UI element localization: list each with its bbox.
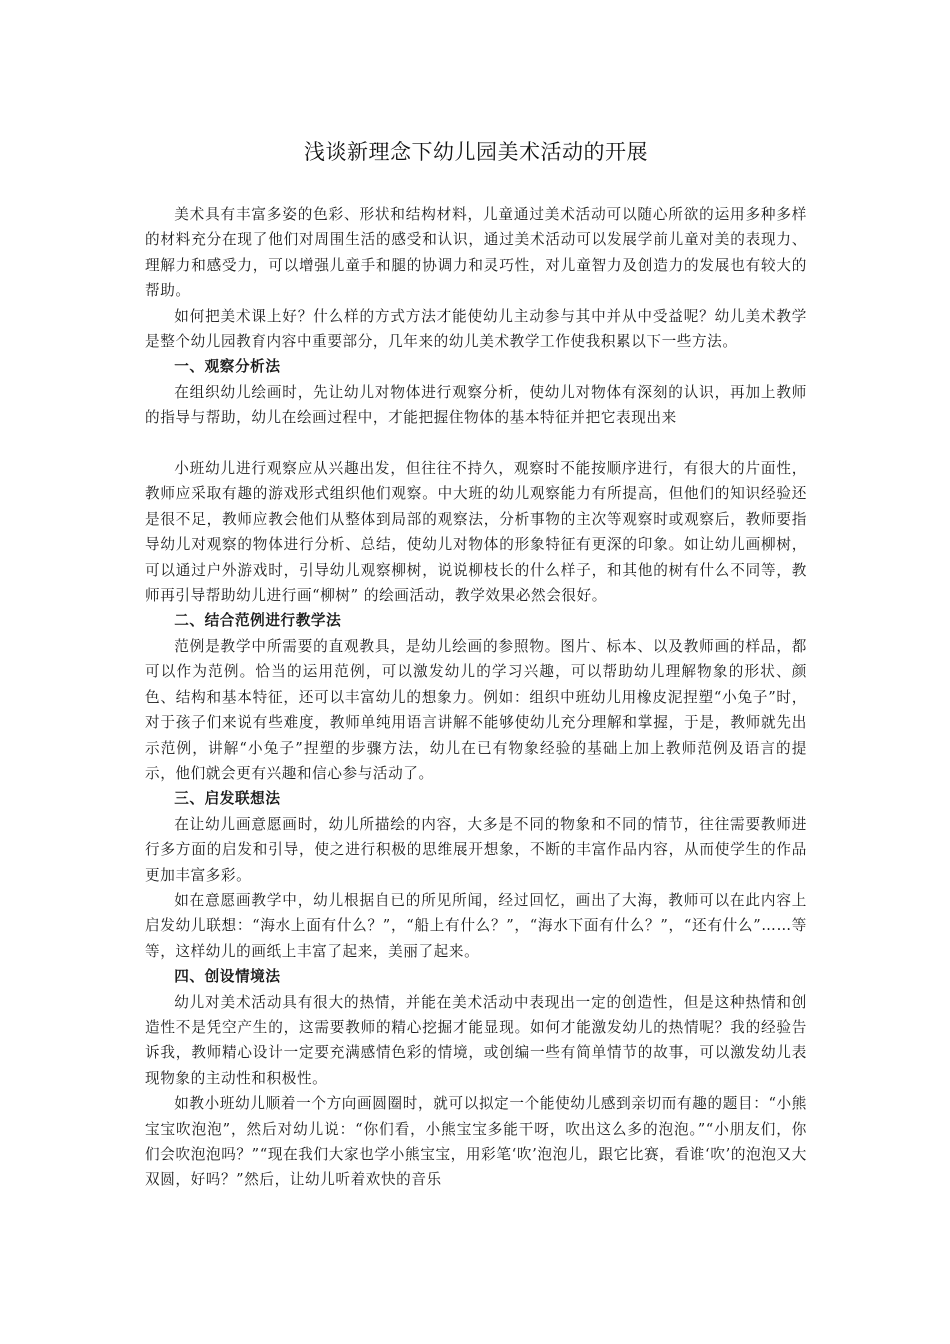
document-body xyxy=(145,202,807,1193)
paragraph-observation-2: 小班幼儿进行观察应从兴趣出发，但往往不持久，观察时不能按顺序进行，有很大的片面性，教师应采取有趣的游戏形式组织他们观察。中大班的幼儿观察能力有所提高，但他们的知识经验还是很不足，教师应教会他们从整体到局部的观察法，分析事物的主次等观察时或观察后，教师要指导幼儿对观察的物体进行分析、总结，使幼儿对物体的形象特征有更深的印象。如让幼儿画柳树，可以通过户外游戏时，引导幼儿观察柳树，说说柳枝长的什么样子，和其他的树有什么不同等，教师再引导帮助幼儿进行画“柳树” 的绘画活动，教学效果必然会很好。 xyxy=(145,460,807,605)
paragraph-examples: 范例是教学中所需要的直观教具，是幼儿绘画的参照物。图片、标本、以及教师画的样品，都可以作为范例。恰当的运用范例，可以激发幼儿的学习兴趣，可以帮助幼儿理解物象的形状、颜色、结构和基本特征，还可以丰富幼儿的想象力。例如：组织中班幼儿用橡皮泥捏塑“小兔子”时，对于孩子们来说有些难度，教师单纯用语言讲解不能够使幼儿充分理解和掌握，于是，教师就先出示范例，讲解“小兔子”捏塑的步骤方法，幼儿在已有物象经验的基础上加上教师范例及语言的提示，他们就会更有兴趣和信心参与活动了。 xyxy=(145,637,807,782)
paragraph-scenario-2: 如教小班幼儿顺着一个方向画圆圈时，就可以拟定一个能使幼儿感到亲切而有趣的题目：“小熊宝宝吹泡泡”，然后对幼儿说：“你们看，小熊宝宝多能干呀，吹出这么多的泡泡。”“小朋友们，你们会吹泡泡吗？”“现在我们大家也学小熊宝宝，用彩笔‘吹’泡泡儿，跟它比赛，看谁‘吹’的泡泡又大双圆，好吗？”然后，让幼儿听着欢快的音乐 xyxy=(145,1095,807,1189)
paragraph-association-1: 在让幼儿画意愿画时，幼儿所描绘的内容，大多是不同的物象和不同的情节，往往需要教师进行多方面的启发和引导，使之进行积极的思维展开想象，不断的丰富作品内容，从而使学生的作品更加丰富多彩。 xyxy=(145,815,807,884)
document-title: 浅谈新理念下幼儿园美术活动的开展 xyxy=(304,140,648,164)
section-heading-association: 三、启发联想法 xyxy=(174,790,281,808)
paragraph-scenario-1: 幼儿对美术活动具有很大的热情，并能在美术活动中表现出一定的创造性，但是这种热情和创造性不是凭空产生的，这需要教师的精心挖掘才能显现。如何才能激发幼儿的热情呢？我的经验告诉我，教师精心设计一定要充满感情色彩的情境，或创编一些有简单情节的故事，可以激发幼儿表现物象的主动性和积极性。 xyxy=(145,993,807,1087)
paragraph-question: 如何把美术课上好？什么样的方式方法才能使幼儿主动参与其中并从中受益呢？幼儿美术教学是整个幼儿园教育内容中重要部分，几年来的幼儿美术教学工作使我积累以下一些方法。 xyxy=(145,307,807,351)
paragraph-association-2: 如在意愿画教学中，幼儿根据自已的所见所闻，经过回忆，画出了大海，教师可以在此内容上启发幼儿联想：“海水上面有什么？”，“船上有什么？”，“海水下面有什么？”，“还有什么”……等等，这样幼儿的画纸上丰富了起来，美丽了起来。 xyxy=(145,891,807,960)
blank-line xyxy=(145,431,807,456)
section-heading-observation: 一、观察分析法 xyxy=(174,358,281,376)
section-heading-examples: 二、结合范例进行教学法 xyxy=(174,612,342,630)
paragraph-intro: 美术具有丰富多姿的色彩、形状和结构材料，儿童通过美术活动可以随心所欲的运用多种多样的材料充分在现了他们对周围生活的感受和认识，通过美术活动可以发展学前儿童对美的表现力、理解力和感受力，可以增强儿童手和腿的协调力和灵巧性，对儿童智力及创造力的发展也有较大的帮助。 xyxy=(145,206,807,300)
paragraph-observation-1: 在组织幼儿绘画时，先让幼儿对物体进行观察分析，使幼儿对物体有深刻的认识，再加上教师的指导与帮助，幼儿在绘画过程中，才能把握住物体的基本特征并把它表现出来 xyxy=(145,383,807,427)
section-heading-scenario: 四、创设情境法 xyxy=(174,968,281,986)
